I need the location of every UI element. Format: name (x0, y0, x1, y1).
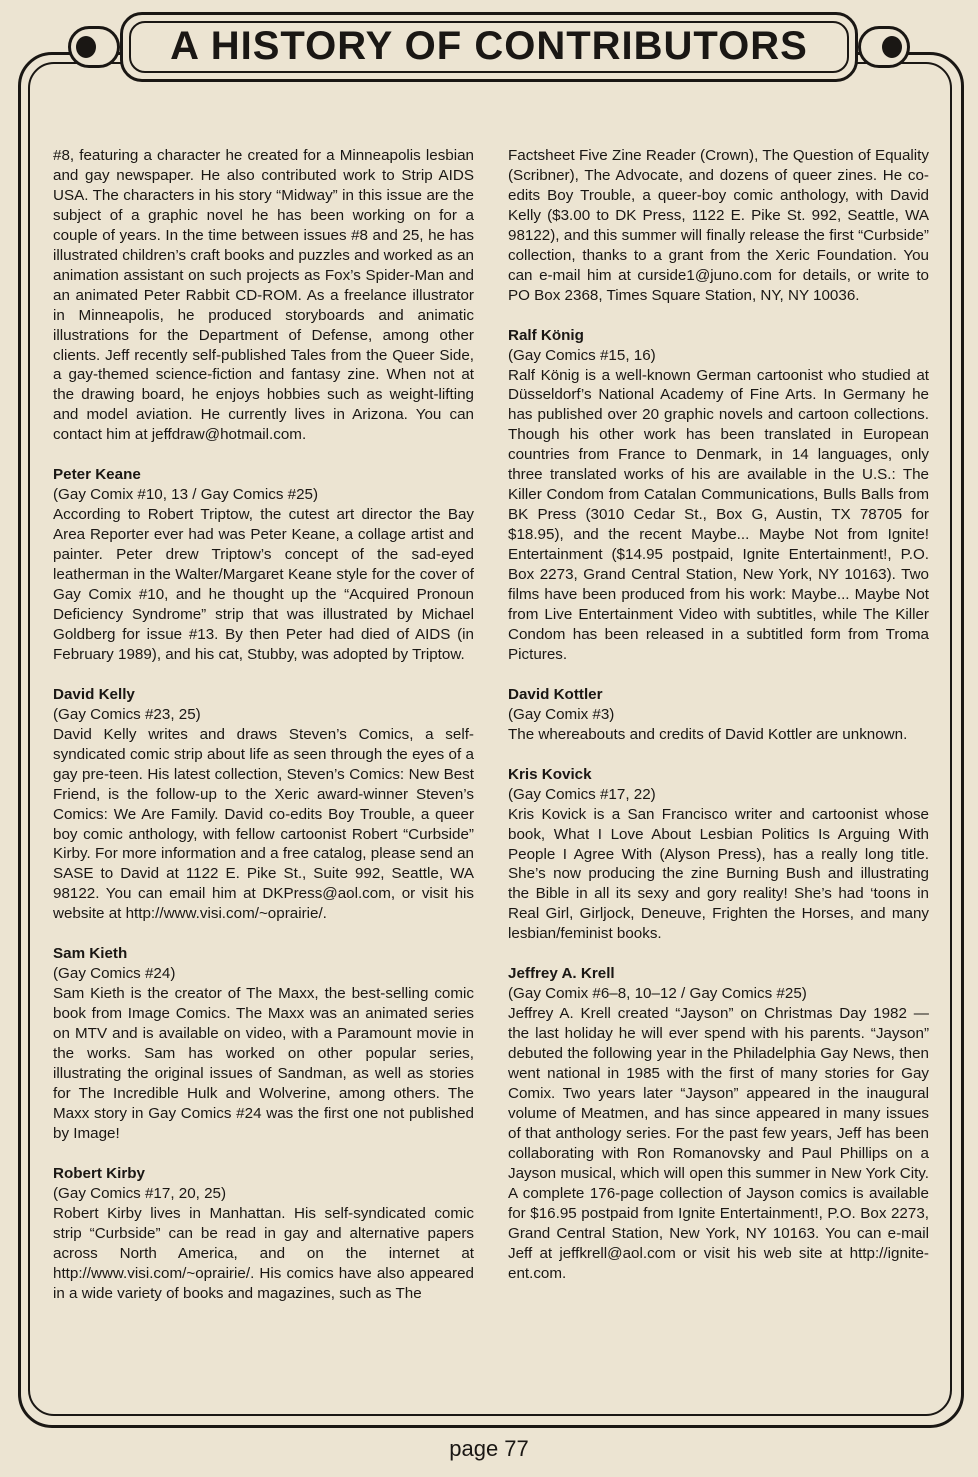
contributor-credits: (Gay Comix #6–8, 10–12 / Gay Comics #25) (508, 985, 807, 1003)
page-number: page 77 (449, 1436, 529, 1461)
contributor-credits: (Gay Comics #24) (53, 965, 176, 983)
contributor-entry (508, 765, 929, 945)
contributor-entry (53, 685, 474, 924)
contributor-entry (53, 1164, 474, 1304)
contributor-name: David Kottler (508, 685, 603, 703)
contributor-name: Robert Kirby (53, 1164, 145, 1182)
contributor-credits: (Gay Comics #15, 16) (508, 346, 656, 364)
contributor-entry (508, 964, 929, 1283)
contributor-bio: Jeffrey A. Krell created “Jayson” on Christmas Day 1982 — the last holiday he will ever spend with his parents. “Jayson” debuted the following year in the Philadelphia Gay News, then went national in 1985 with the first of many stories for Gay Comix. Two years later “Jayson” appeared in the inaugural volume of Meatmen, and has since appeared in many issues of that anthology series. For the past few years, Jeff has been collaborating with Ron Romanovsky and Paul Phillips on a Jayson musical, which will open this summer in New York City. A complete 176-page collection of Jayson comics is available for $16.95 postpaid from Ignite Entertainment!, P.O. Box 2273, Grand Central Station, New York, NY 10163. You can e-mail Jeff at jeffkrell@aol.com or visit his web site at http://ignite-ent.com. (508, 1005, 929, 1282)
contributor-name: Kris Kovick (508, 765, 592, 783)
contributor-name: Jeffrey A. Krell (508, 965, 615, 983)
contributor-name: Sam Kieth (53, 945, 128, 963)
contributor-name: David Kelly (53, 685, 135, 703)
contributor-credits: (Gay Comics #17, 20, 25) (53, 1184, 227, 1202)
contributor-bio: According to Robert Triptow, the cutest art director the Bay Area Reporter ever had was Peter Keane, a collage artist and painter. Peter drew Triptow’s concept of the sad-eyed leatherman in the Walter/Margaret Keane style for the cover of Gay Comix #10, and he thought up the “Acquired Pronoun Deficiency Syndrome” strip that was illustrated by Michael Goldberg for issue #13. By then Peter had died of AIDS (in February 1989), and his cat, Stubby, was adopted by Triptow. (53, 506, 474, 663)
contributor-credits: (Gay Comics #17, 22) (508, 785, 656, 803)
contributor-entry (53, 944, 474, 1144)
contributor-name: Ralf König (508, 326, 584, 344)
contributor-bio: David Kelly writes and draws Steven’s Comics, a self-syndicated comic strip about life as seen through the eyes of a gay pre-teen. His latest collection, Steven’s Comics: New Best Friend, is the follow-up to the Xeric award-winner Steven’s Comics: We Are Family. David co-edits Boy Trouble, a queer boy comic anthology, with fellow cartoonist Robert “Curbside” Kirby. For more information and a free catalog, please send an SASE to David at 1122 E. Pike St., Suite 992, Seattle, WA 98122. You can email him at DKPress@aol.com, or visit his website at http://www.visi.com/~oprairie/. (53, 725, 474, 923)
contributor-entry (53, 465, 474, 665)
contributor-name: Peter Keane (53, 466, 141, 484)
contributor-bio: The whereabouts and credits of David Kottler are unknown. (508, 725, 908, 743)
continued-bio: Factsheet Five Zine Reader (Crown), The Question of Equality (Scribner), The Advocate, and dozens of queer zines. He co-edits Boy Trouble, a queer-boy comic anthology, with David Kelly ($3.00 to DK Press, 1122 E. Pike St. 992, Seattle, WA 98122), and this summer will finally release the first “Curbside” collection, thanks to a grant from the Xeric Foundation. You can e-mail him at curside1@juno.com for details, or write to PO Box 2368, Times Square Station, NY, NY 10036. (508, 147, 929, 304)
contributor-entry (508, 326, 929, 665)
contributor-bio: Kris Kovick is a San Francisco writer and cartoonist whose book, What I Love About Lesbian Politics Is Arguing With People I Agree With (Alyson Press), has a really long title. She’s now producing the zine Burning Bush and illustrating the Bible in all its sexy and gory reality! She’s had ‘toons in Real Girl, Girljock, Deneuve, Frighten the Horses, and many lesbian/feminist books. (508, 805, 929, 943)
contributor-entry (508, 685, 929, 745)
contributor-credits: (Gay Comics #23, 25) (53, 705, 201, 723)
page-title: A HISTORY OF CONTRIBUTORS (170, 24, 808, 68)
contributor-bio: Sam Kieth is the creator of The Maxx, the best-selling comic book from Image Comics. The Maxx was an animated series on MTV and is available on video, with a Paramount movie in the works. Sam has worked on other popular series, illustrating the original issues of Sandman, as well as stories for The Incredible Hulk and Wolverine, among others. The Maxx story in Gay Comics #24 was the first one not published by Image! (53, 985, 474, 1142)
continued-bio: #8, featuring a character he created for a Minneapolis lesbian and gay newspaper. He also contributed work to Strip AIDS USA. The characters in his story “Midway” in this issue are the subject of a graphic novel he has been working on for a couple of years. In the time between issues #8 and 25, he has illustrated children’s craft books and puzzles and worked as an animation assistant on such projects as Fox’s Spider-Man and an animated Peter Rabbit CD-ROM. As a freelance illustrator in Minneapolis, he produced storyboards and animatic illustrations for the Department of Defense, among other clients. Jeff recently self-published Tales from the Queer Side, a gay-themed science-fiction and fantasy zine. When not at the drawing board, he enjoys hobbies such as weight-lifting and model aviation. He currently lives in Arizona. You can contact him at jeffdraw@hotmail.com. (53, 147, 474, 444)
title-banner (80, 12, 898, 82)
contributor-bio: Ralf König is a well-known German cartoonist who studied at Düsseldorf’s National Academy of Fine Arts. In Germany he has published over 20 graphic novels and cartoon collections. Though his other work has been translated in European countries from France to Denmark, in 14 languages, only three translated works of his are available in the U.S.: The Killer Condom from Catalan Communications, Bulls Balls from BK Press (3010 Cedar St., Box G, Austin, TX 78705 for $18.95), and the recent Maybe... Maybe Not from Ignite! Entertainment ($14.95 postpaid, Ignite Entertainment!, P.O. Box 2273, Grand Central Station, New York, NY 10163). Two films have been produced from his work: Maybe... Maybe Not from Live Entertainment Video with subtitles, while The Killer Condom has been released in a subtitled form from Troma Pictures. (508, 366, 929, 663)
contributor-credits: (Gay Comix #10, 13 / Gay Comics #25) (53, 486, 319, 504)
right-column (508, 146, 929, 1284)
contributor-credits: (Gay Comix #3) (508, 705, 615, 723)
left-column (53, 146, 474, 1303)
contributor-bio: Robert Kirby lives in Manhattan. His self-syndicated comic strip “Curbside” can be read in gay and alternative papers across North America, and on the internet at http://www.visi.com/~oprairie/. His comics have also appeared in a wide variety of books and magazines, such as The (53, 1204, 474, 1302)
